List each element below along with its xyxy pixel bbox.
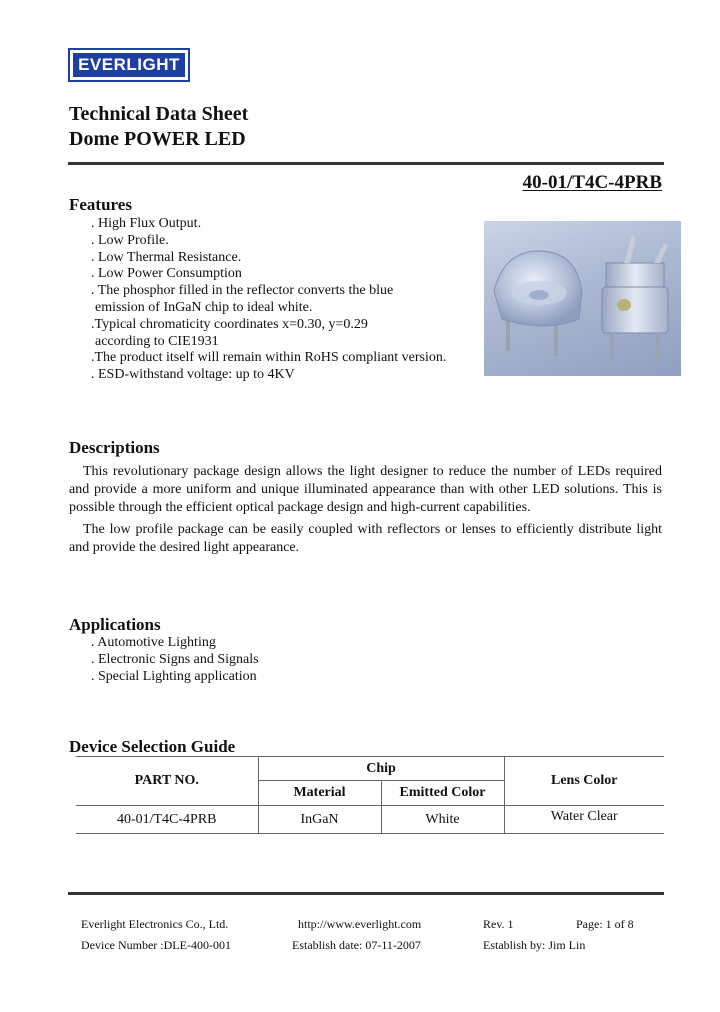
applications-heading: Applications bbox=[69, 615, 161, 634]
company-logo bbox=[68, 48, 190, 82]
applications-list bbox=[91, 635, 259, 685]
footer-establish-by: Establish by: Jim Lin bbox=[483, 938, 586, 952]
descriptions-heading: Descriptions bbox=[69, 438, 160, 457]
footer-divider bbox=[68, 892, 664, 895]
feature-item: . Low Power Consumption bbox=[91, 266, 242, 282]
footer-establish-date: Establish date: 07-11-2007 bbox=[292, 938, 421, 952]
feature-item: emission of InGaN chip to ideal white. bbox=[95, 299, 313, 315]
feature-item: . Low Thermal Resistance. bbox=[91, 249, 242, 265]
application-item: . Automotive Lighting bbox=[91, 635, 216, 650]
logo-text: EVERLIGHT bbox=[73, 53, 185, 77]
feature-item: . ESD-withstand voltage: up to 4KV bbox=[91, 367, 295, 383]
selection-guide-heading: Device Selection Guide bbox=[69, 737, 236, 756]
emitted-color-cell: White bbox=[381, 806, 504, 834]
material-header: Material bbox=[258, 781, 381, 806]
led-illustration bbox=[484, 221, 681, 376]
part-no-cell: 40-01/T4C-4PRB bbox=[76, 806, 258, 834]
emitted-color-header: Emitted Color bbox=[381, 781, 504, 806]
description-paragraph: This revolutionary package design allows the light designer to reduce the number of LEDs required and provide a more uniform and unique illuminated appearance than with other LED solutions. This is possible through the efficient optical package design and high-current capabilities. bbox=[69, 464, 662, 515]
features-list bbox=[91, 216, 446, 384]
application-item: . Electronic Signs and Signals bbox=[91, 651, 259, 667]
part-no-header: PART NO. bbox=[76, 757, 258, 806]
footer-revision: Rev. 1 bbox=[483, 917, 514, 931]
feature-item: . The phosphor filled in the reflector converts the blue bbox=[91, 283, 394, 299]
material-cell: InGaN bbox=[258, 806, 381, 834]
feature-item: according to CIE1931 bbox=[95, 333, 219, 349]
header-divider bbox=[68, 162, 664, 165]
footer-url[interactable]: http://www.everlight.com bbox=[298, 917, 422, 931]
led-product-photo bbox=[484, 221, 681, 376]
device-selection-table bbox=[76, 756, 664, 834]
lens-color-cell: Water Clear bbox=[504, 806, 664, 834]
feature-item: .Typical chromaticity coordinates x=0.30, y=0.29 bbox=[91, 316, 368, 332]
document-title: Technical Data Sheet bbox=[69, 103, 249, 125]
footer-company: Everlight Electronics Co., Ltd. bbox=[81, 917, 229, 931]
feature-item: .The product itself will remain within RoHS compliant version. bbox=[91, 350, 447, 366]
table-row bbox=[76, 806, 664, 834]
description-paragraph: The low profile package can be easily coupled with reflectors or lenses to efficiently distribute light and provide the desired light appearance. bbox=[69, 522, 662, 555]
application-item: . Special Lighting application bbox=[91, 668, 257, 684]
feature-item: . High Flux Output. bbox=[91, 216, 202, 231]
feature-item: . Low Profile. bbox=[91, 232, 169, 248]
product-title: Dome POWER LED bbox=[69, 128, 246, 150]
footer-device-number: Device Number :DLE-400-001 bbox=[81, 938, 231, 952]
features-heading: Features bbox=[69, 195, 132, 214]
part-number-heading: 40-01/T4C-4PRB bbox=[522, 172, 662, 193]
chip-header: Chip bbox=[258, 757, 504, 781]
lens-color-header: Lens Color bbox=[504, 757, 664, 806]
footer-page: Page: 1 of 8 bbox=[576, 917, 634, 931]
